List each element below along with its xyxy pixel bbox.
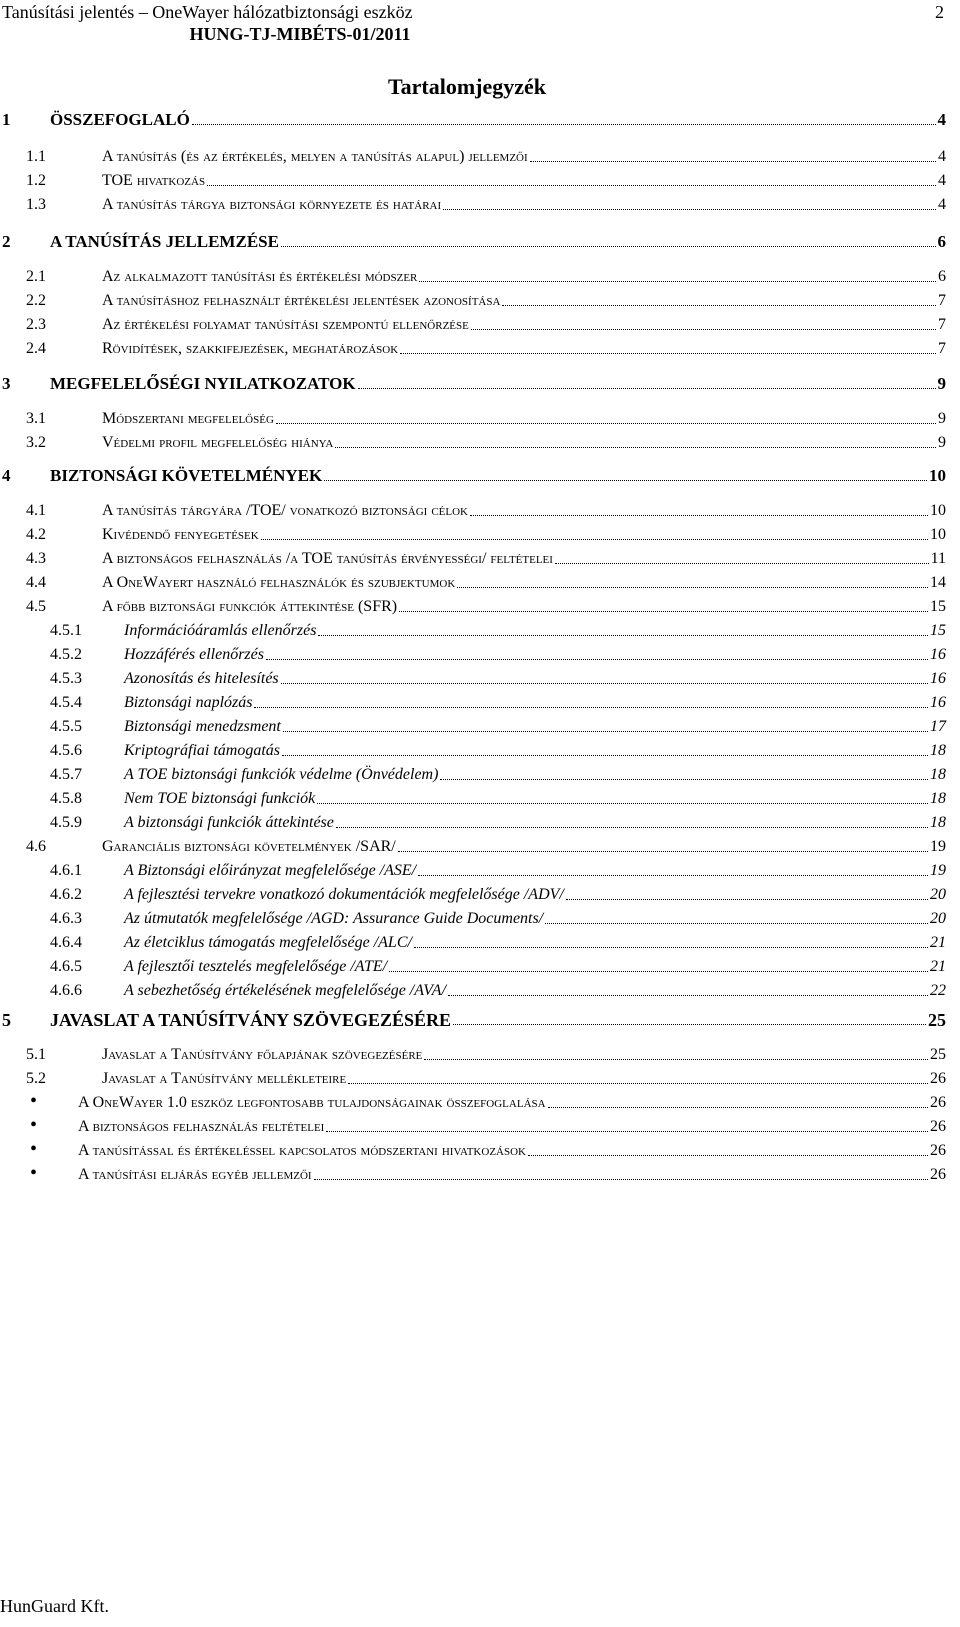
toc-entry-page: 18 (930, 814, 946, 831)
toc-entry-title: A sebezhetőség értékelésének megfelelősége /AVA/ (124, 982, 447, 999)
toc-entry[interactable] (0, 622, 960, 646)
toc-entry-number: 4.5 (26, 598, 46, 615)
toc-entry[interactable] (0, 862, 960, 886)
toc-entry-number: 4.6.6 (50, 982, 82, 999)
toc-entry-title: Kriptográfiai támogatás (124, 742, 281, 759)
dot-leader (398, 838, 928, 852)
dot-leader (457, 574, 928, 588)
toc-entry-title: Védelmi profil megfelelőség hiánya (102, 434, 334, 451)
toc-entry-page: 16 (930, 670, 946, 687)
toc-entry[interactable] (0, 1046, 960, 1070)
toc-entry-title: A tanúsítással és értékeléssel kapcsolatos módszertani hivatkozások (78, 1142, 526, 1159)
toc-entry-number: 4.5.1 (50, 622, 82, 639)
dot-leader (448, 982, 928, 996)
toc-entry-page: 14 (930, 574, 946, 591)
toc-entry-number: 4 (2, 466, 11, 485)
toc-entry[interactable] (0, 886, 960, 910)
dot-leader (566, 886, 928, 900)
toc-entry-page: 18 (930, 742, 946, 759)
toc-entry-title: MEGFELELŐSÉGI NYILATKOZATOK (50, 374, 356, 393)
toc-entry-page: 16 (930, 646, 946, 663)
toc-entry[interactable] (0, 550, 960, 574)
toc-entry-title: Azonosítás és hitelesítés (124, 670, 279, 687)
toc-entry[interactable] (0, 574, 960, 598)
toc-title: Tartalomjegyzék (388, 74, 547, 99)
toc-entry-title: A tanúsításhoz felhasznált értékelési jelentések azonosítása (102, 292, 501, 309)
bullet-icon: • (30, 1138, 38, 1160)
toc-entry-page: 25 (930, 1046, 946, 1063)
dot-leader (326, 1118, 928, 1132)
toc-entry-title: A OneWayer 1.0 eszköz legfontosabb tulajdonságainak összefoglalása (78, 1094, 546, 1111)
toc-entry[interactable] (0, 340, 960, 364)
toc-entry-number: 4.5.4 (50, 694, 82, 711)
toc-entry-number: 2.4 (26, 340, 46, 357)
toc-entry-page: 19 (930, 862, 946, 879)
toc-entry-title: A biztonságos felhasználás /a TOE tanúsítás érvényességi/ feltételei (102, 550, 553, 567)
dot-leader (281, 670, 928, 684)
toc-entry-page: 11 (930, 550, 946, 567)
toc-entry[interactable] (0, 646, 960, 670)
toc-entry-number: 1.1 (26, 148, 46, 165)
toc-entry-number: 4.6.2 (50, 886, 82, 903)
toc-entry[interactable] (0, 526, 960, 550)
toc-entry[interactable] (0, 838, 960, 862)
toc-entry-title: Rövidítések, szakkifejezések, meghatározások (102, 340, 399, 357)
toc-entry-title: Javaslat a Tanúsítvány főlapjának szövegezésére (102, 1046, 423, 1063)
dot-leader (470, 502, 928, 516)
toc-entry[interactable] (0, 1070, 960, 1094)
dot-leader (282, 742, 928, 756)
toc-entry-number: 3 (2, 374, 11, 393)
toc-entry-page: 26 (930, 1166, 946, 1183)
toc-entry-page: 9 (938, 434, 946, 451)
dot-leader (192, 110, 936, 125)
dot-leader (324, 466, 927, 481)
toc-entry-title: Az értékelési folyamat tanúsítási szempontú ellenőrzése (102, 316, 469, 333)
toc-entry-page: 22 (930, 982, 946, 999)
toc-entry[interactable] (0, 148, 960, 172)
toc-entry-page: 20 (930, 886, 946, 903)
dot-leader (261, 526, 928, 540)
toc-entry[interactable] (0, 434, 960, 458)
toc-entry-number: 4.6.1 (50, 862, 82, 879)
toc-entry[interactable] (0, 232, 960, 256)
toc-entry-number: 4.4 (26, 574, 46, 591)
dot-leader (419, 268, 936, 282)
toc-entry-number: 4.6.4 (50, 934, 82, 951)
dot-leader (318, 622, 928, 636)
toc-entry-page: 16 (930, 694, 946, 711)
toc-entry[interactable] (0, 502, 960, 526)
toc-entry-title: A tanúsítási eljárás egyéb jellemzői (78, 1166, 312, 1183)
toc-entry-title: A Biztonsági előirányzat megfelelősége /ASE/ (124, 862, 417, 879)
toc-entry-page: 26 (930, 1142, 946, 1159)
toc-entry-title: BIZTONSÁGI KÖVETELMÉNYEK (50, 466, 323, 485)
toc-entry-number: 4.1 (26, 502, 46, 519)
toc-entry-number: 4.5.8 (50, 790, 82, 807)
dot-leader (317, 790, 928, 804)
toc-entry-number: 4.6.3 (50, 910, 82, 927)
dot-leader (358, 374, 936, 389)
toc-entry-number: 4.5.2 (50, 646, 82, 663)
toc-entry-title: JAVASLAT A TANÚSÍTVÁNY SZÖVEGEZÉSÉRE (50, 1010, 451, 1030)
toc-entry[interactable] (0, 172, 960, 196)
toc-entry-page: 10 (930, 526, 946, 543)
header-page-number: 2 (935, 2, 944, 22)
toc-entry-page: 20 (930, 910, 946, 927)
toc-entry[interactable] (0, 292, 960, 316)
toc-entry-page: 26 (930, 1094, 946, 1111)
dot-leader (348, 1070, 928, 1084)
bullet-icon: • (30, 1090, 38, 1112)
toc-entry-title: Az útmutatók megfelelősége /AGD: Assurance Guide Documents/ (124, 910, 544, 927)
toc-entry-page: 4 (937, 110, 946, 129)
toc-entry-number: 2 (2, 232, 11, 251)
toc-entry-number: 3.1 (26, 410, 46, 427)
toc-entry-page: 25 (928, 1010, 946, 1030)
toc-entry[interactable] (0, 374, 960, 398)
toc-entry-number: 3.2 (26, 434, 46, 451)
toc-entry-title: A főbb biztonsági funkciók áttekintése (SFR) (102, 598, 398, 615)
toc-entry[interactable] (0, 766, 960, 790)
dot-leader (335, 434, 936, 448)
toc-entry[interactable] (0, 410, 960, 434)
dot-leader (254, 694, 928, 708)
toc-entry[interactable] (0, 718, 960, 742)
dot-leader (283, 718, 928, 732)
toc-entry-number: 5.2 (26, 1070, 46, 1087)
toc-entry-page: 21 (930, 934, 946, 951)
page-footer: HunGuard Kft. (0, 1596, 109, 1616)
toc-entry-title: Javaslat a Tanúsítvány mellékleteire (102, 1070, 347, 1087)
toc-entry[interactable] (0, 466, 960, 490)
toc-entry-title: A TANÚSÍTÁS JELLEMZÉSE (50, 232, 279, 251)
dot-leader (424, 1046, 928, 1060)
toc-entry-number: 4.6 (26, 838, 46, 855)
toc-entry[interactable] (0, 1114, 960, 1142)
toc-entry-title: A biztonságos felhasználás feltételei (78, 1118, 325, 1135)
toc-entry-number: 5 (2, 1010, 11, 1030)
toc-entry-page: 10 (930, 502, 946, 519)
toc-entry-title: A fejlesztési tervekre vonatkozó dokumentációk megfelelősége /ADV/ (124, 886, 564, 903)
toc-entry-title: Garanciális biztonsági követelmények /SAR/ (102, 838, 396, 855)
dot-leader (548, 1094, 928, 1108)
dot-leader (545, 910, 928, 924)
toc-entry-title: ÖSSZEFOGLALÓ (50, 110, 190, 129)
toc-entry-page: 7 (938, 292, 946, 309)
toc-entry[interactable] (0, 598, 960, 622)
toc-entry[interactable] (0, 196, 960, 220)
toc-entry-page: 9 (937, 374, 946, 393)
toc-entry-page: 21 (930, 958, 946, 975)
toc-entry-page: 15 (930, 622, 946, 639)
toc-entry-number: 4.5.5 (50, 718, 82, 735)
toc-entry[interactable] (0, 934, 960, 958)
toc-entry-title: Biztonsági naplózás (124, 694, 253, 711)
bullet-icon: • (30, 1114, 38, 1136)
toc-entry-title: A TOE biztonsági funkciók védelme (Önvédelem) (124, 766, 439, 783)
toc-entry[interactable] (0, 814, 960, 838)
dot-leader (336, 814, 928, 828)
toc-entry-title: Információáramlás ellenőrzés (124, 622, 317, 639)
bullet-icon: • (30, 1162, 38, 1184)
toc-entry[interactable] (0, 694, 960, 718)
toc-entry-page: 6 (938, 268, 946, 285)
toc-entry-title: A tanúsítás tárgyára /TOE/ vonatkozó biztonsági célok (102, 502, 469, 519)
dot-leader (314, 1166, 928, 1180)
dot-leader (414, 934, 928, 948)
toc-entry-title: A tanúsítás (és az értékelés, melyen a tanúsítás alapul) jellemzői (102, 148, 528, 165)
toc-entry-page: 15 (930, 598, 946, 615)
toc-entry-number: 2.2 (26, 292, 46, 309)
toc-entry-page: 6 (937, 232, 946, 251)
toc-entry[interactable] (0, 958, 960, 982)
toc-entry[interactable] (0, 790, 960, 814)
toc-entry-number: 4.3 (26, 550, 46, 567)
toc-entry-page: 10 (929, 466, 946, 485)
toc-entry-number: 1 (2, 110, 11, 129)
dot-leader (440, 766, 928, 780)
dot-leader (389, 958, 928, 972)
toc-entry-page: 26 (930, 1118, 946, 1135)
toc-entry[interactable] (0, 910, 960, 934)
dot-leader (418, 862, 928, 876)
toc-entry-title: A fejlesztői tesztelés megfelelősége /ATE/ (124, 958, 388, 975)
header-title: Tanúsítási jelentés – OneWayer hálózatbiztonsági eszköz (2, 2, 413, 22)
toc-entry[interactable] (0, 1010, 960, 1034)
toc-entry-page: 26 (930, 1070, 946, 1087)
page-header (0, 2, 960, 42)
toc-entry-title: A biztonsági funkciók áttekintése (124, 814, 334, 831)
toc-entry-number: 1.2 (26, 172, 46, 189)
toc-entry-page: 9 (938, 410, 946, 427)
toc-entry[interactable] (0, 316, 960, 340)
toc-entry[interactable] (0, 742, 960, 766)
toc-entry-number: 4.6.5 (50, 958, 82, 975)
toc-entry-number: 4.5.7 (50, 766, 82, 783)
toc-entry-page: 7 (938, 340, 946, 357)
toc-entry-page: 7 (938, 316, 946, 333)
toc-entry-number: 4.5.9 (50, 814, 82, 831)
dot-leader (453, 1010, 926, 1025)
toc-entry-number: 1.3 (26, 196, 46, 213)
toc-entry-number: 4.2 (26, 526, 46, 543)
dot-leader (530, 148, 936, 162)
toc-entry-page: 18 (930, 766, 946, 783)
toc-entry-number: 4.5.3 (50, 670, 82, 687)
document-code: HUNG-TJ-MIBÉTS-01/2011 (189, 24, 411, 44)
toc-entry-title: Hozzáférés ellenőrzés (124, 646, 264, 663)
dot-leader (207, 172, 936, 186)
toc-entry-title: TOE hivatkozás (102, 172, 206, 189)
toc-entry-number: 5.1 (26, 1046, 46, 1063)
toc-entry-number: 2.1 (26, 268, 46, 285)
toc-entry-page: 17 (930, 718, 946, 735)
toc-entry-title: Az életciklus támogatás megfelelősége /ALC/ (124, 934, 412, 951)
toc-entry-number: 4.5.6 (50, 742, 82, 759)
toc-entry[interactable] (0, 1162, 960, 1190)
dot-leader (471, 316, 936, 330)
dot-leader (281, 232, 936, 247)
toc-entry-page: 18 (930, 790, 946, 807)
toc-entry[interactable] (0, 982, 960, 1006)
toc-entry-title: A OneWayert használó felhasználók és szubjektumok (102, 574, 456, 591)
dot-leader (399, 598, 928, 612)
toc-entry[interactable] (0, 1090, 960, 1118)
toc-entry[interactable] (0, 110, 960, 134)
dot-leader (528, 1142, 928, 1156)
toc-entry-title: Biztonsági menedzsment (124, 718, 281, 735)
toc-entry[interactable] (0, 670, 960, 694)
toc-entry[interactable] (0, 1138, 960, 1166)
dot-leader (266, 646, 928, 660)
toc-entry-title: Kivédendő fenyegetések (102, 526, 259, 543)
toc-entry-page: 19 (930, 838, 946, 855)
toc-entry-page: 4 (938, 196, 946, 213)
dot-leader (443, 196, 936, 210)
toc-entry-page: 4 (938, 148, 946, 165)
dot-leader (400, 340, 936, 354)
toc-entry-title: Nem TOE biztonsági funkciók (124, 790, 316, 807)
dot-leader (276, 410, 936, 424)
dot-leader (555, 550, 929, 564)
dot-leader (502, 292, 936, 306)
toc-entry-title: A tanúsítás tárgya biztonsági környezete és határai (102, 196, 442, 213)
toc-entry-title: Az alkalmazott tanúsítási és értékelési módszer (102, 268, 418, 285)
toc-entry[interactable] (0, 268, 960, 292)
toc-entry-title: Módszertani megfelelőség (102, 410, 274, 427)
toc-entry-page: 4 (938, 172, 946, 189)
toc-entry-number: 2.3 (26, 316, 46, 333)
